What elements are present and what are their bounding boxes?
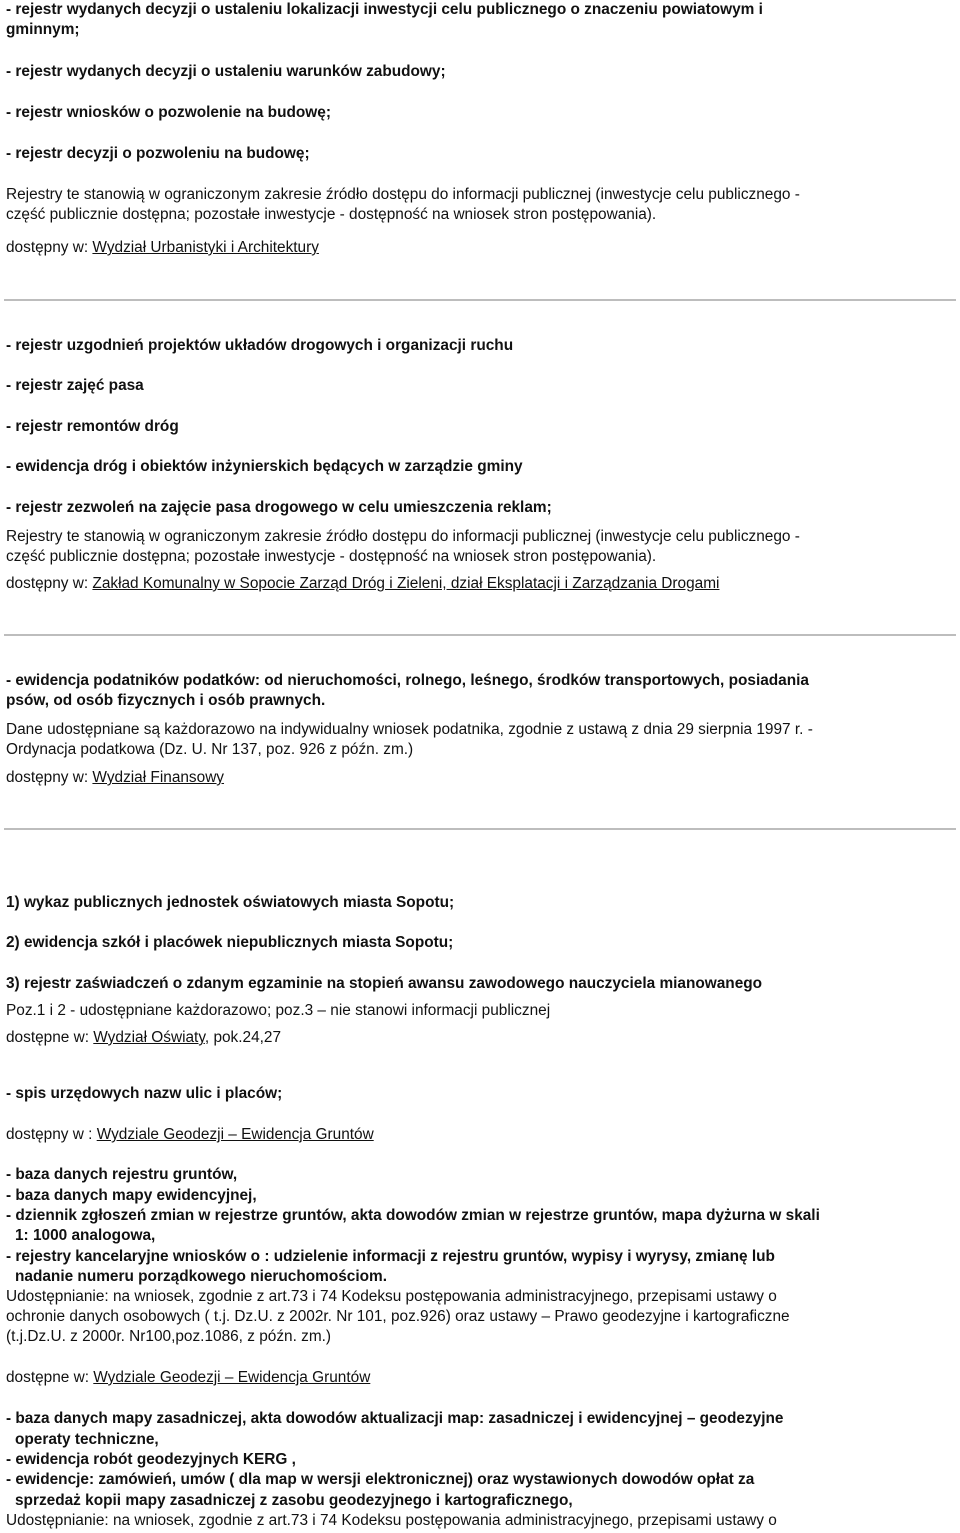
register-item: - rejestr uzgodnień projektów układów drogowych i organizacji ruchu: [6, 337, 514, 354]
register-item: - rejestr zezwoleń na zajęcie pasa drogowego w celu umieszczenia reklam;: [6, 499, 552, 516]
department-link[interactable]: Zakład Komunalny w Sopocie Zarząd Dróg i Zieleni, dział Eksplatacji i Zarządzania Drogami: [92, 575, 720, 592]
availability-prefix: dostępny w :: [6, 1126, 97, 1143]
register-item: - baza danych mapy zasadniczej, akta dowodów aktualizacji map: zasadniczej i ewidencyjnej – geodezyjne: [6, 1410, 784, 1427]
register-item: - dziennik zgłoszeń zmian w rejestrze gruntów, akta dowodów zmian w rejestrze gruntów, mapa dyżurna w skali: [6, 1207, 820, 1224]
availability-line: [6, 1028, 281, 1048]
access-note: Dane udostępniane są każdorazowo na indywidualny wniosek podatnika, zgodnie z ustawą z dnia 29 sierpnia 1997 r. -: [6, 721, 813, 738]
availability-prefix: dostępne w:: [6, 1369, 94, 1386]
section-divider: [4, 299, 956, 301]
department-link[interactable]: Wydział Finansowy: [92, 769, 225, 786]
department-link[interactable]: Wydziale Geodezji – Ewidencja Gruntów: [93, 1369, 371, 1386]
department-link[interactable]: Wydział Urbanistyki i Architektury: [92, 239, 319, 256]
register-item: - rejestr zajęć pasa: [6, 377, 144, 394]
section-divider: [4, 634, 956, 636]
register-item: - ewidencja dróg i obiektów inżynierskich będących w zarządzie gminy: [6, 458, 523, 475]
register-item-continuation: psów, od osób fizycznych i osób prawnych.: [6, 692, 326, 709]
register-item-continuation: sprzedaż kopii mapy zasadniczej z zasobu geodezyjnego i kartograficznego,: [15, 1492, 573, 1509]
availability-line: [6, 238, 319, 258]
availability-line: [6, 574, 719, 594]
register-item: - baza danych mapy ewidencyjnej,: [6, 1187, 257, 1204]
department-link[interactable]: Wydział Oświaty: [93, 1029, 205, 1046]
register-item: - rejestry kancelaryjne wniosków o : udzielenie informacji z rejestru gruntów, wypisy i wyrysy, zmianę lub: [6, 1248, 775, 1265]
access-note: Ordynacja podatkowa (Dz. U. Nr 137, poz. 926 z późn. zm.): [6, 741, 414, 758]
section-divider: [4, 828, 956, 830]
register-item-continuation: gminnym;: [6, 21, 80, 38]
register-item: - ewidencje: zamówień, umów ( dla map w wersji elektronicznej) oraz wystawionych dowodów opłat za: [6, 1471, 755, 1488]
register-item: 1) wykaz publicznych jednostek oświatowych miasta Sopotu;: [6, 894, 455, 911]
register-item: - spis urzędowych nazw ulic i placów;: [6, 1085, 283, 1102]
access-note: Rejestry te stanowią w ograniczonym zakresie źródło dostępu do informacji publicznej (inwestycje celu publicznego -: [6, 186, 800, 203]
register-item: - rejestr wniosków o pozwolenie na budowę;: [6, 104, 331, 121]
register-item: - baza danych rejestru gruntów,: [6, 1166, 238, 1183]
register-item-continuation: operaty techniczne,: [15, 1431, 159, 1448]
register-item: - rejestr wydanych decyzji o ustaleniu warunków zabudowy;: [6, 63, 446, 80]
register-item: - ewidencja podatników podatków: od nieruchomości, rolnego, leśnego, środków transportowych, posiadania: [6, 672, 809, 689]
availability-line: [6, 1125, 374, 1145]
register-item-continuation: 1: 1000 analogowa,: [15, 1227, 156, 1244]
availability-line: [6, 768, 224, 788]
register-item: - rejestr wydanych decyzji o ustaleniu lokalizacji inwestycji celu publicznego o znaczeniu powiatowym i: [6, 1, 763, 18]
department-link[interactable]: Wydziale Geodezji – Ewidencja Gruntów: [96, 1126, 374, 1143]
register-item: - rejestr decyzji o pozwoleniu na budowę;: [6, 145, 310, 162]
room-numbers: , pok.24,27: [204, 1029, 282, 1046]
access-note: Poz.1 i 2 - udostępniane każdorazowo; poz.3 – nie stanowi informacji publicznej: [6, 1002, 551, 1019]
access-note: Udostępnianie: na wniosek, zgodnie z art.73 i 74 Kodeksu postępowania administracyjnego, przepisami ustawy o: [6, 1512, 777, 1529]
register-item-continuation: nadanie numeru porządkowego nieruchomościom.: [15, 1268, 387, 1285]
register-item: - ewidencja robót geodezyjnych KERG ,: [6, 1451, 296, 1468]
availability-prefix: dostępny w:: [6, 239, 93, 256]
access-note: ochronie danych osobowych ( t.j. Dz.U. z 2002r. Nr 101, poz.926) oraz ustawy – Prawo geodezyjne i kartograficzne: [6, 1308, 790, 1325]
register-item: - rejestr remontów dróg: [6, 418, 179, 435]
availability-line: [6, 1368, 370, 1388]
access-note: (t.j.Dz.U. z 2000r. Nr100,poz.1086, z późn. zm.): [6, 1328, 332, 1345]
availability-prefix: dostępny w:: [6, 769, 93, 786]
access-note: Udostępnianie: na wniosek, zgodnie z art.73 i 74 Kodeksu postępowania administracyjnego, przepisami ustawy o: [6, 1288, 777, 1305]
availability-prefix: dostępne w:: [6, 1029, 94, 1046]
availability-prefix: dostępny w:: [6, 575, 93, 592]
access-note: Rejestry te stanowią w ograniczonym zakresie źródło dostępu do informacji publicznej (inwestycje celu publicznego -: [6, 528, 800, 545]
register-item: 3) rejestr zaświadczeń o zdanym egzaminie na stopień awansu zawodowego nauczyciela mianowanego: [6, 975, 763, 992]
access-note: część publicznie dostępna; pozostałe inwestycje - dostępność na wniosek stron postępowania).: [6, 548, 657, 565]
register-item: 2) ewidencja szkół i placówek niepublicznych miasta Sopotu;: [6, 934, 454, 951]
access-note: część publicznie dostępna; pozostałe inwestycje - dostępność na wniosek stron postępowania).: [6, 206, 657, 223]
